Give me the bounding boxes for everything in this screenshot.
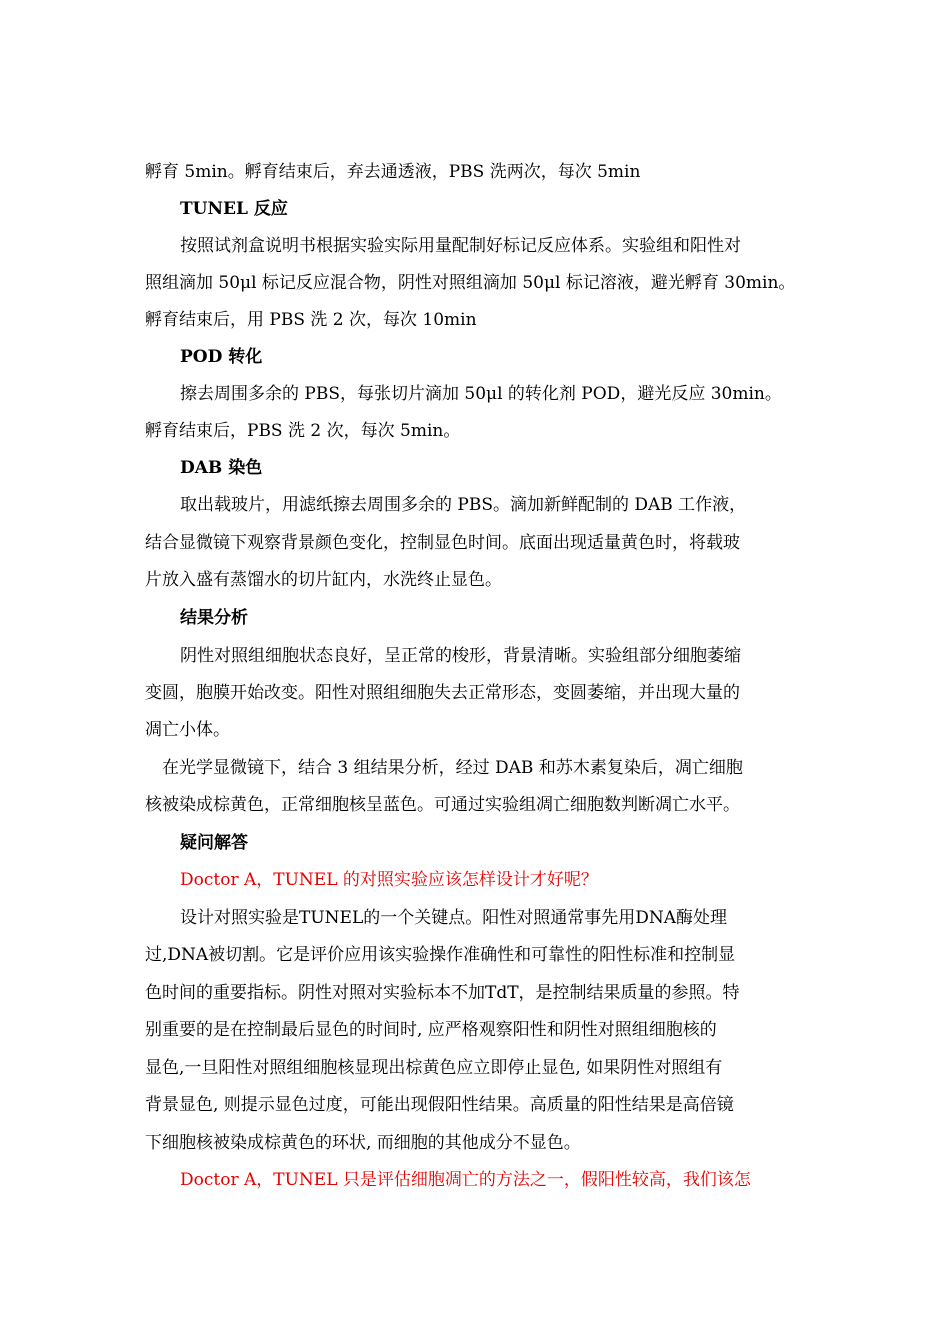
section-heading-tunel: TUNEL 反应 [180, 199, 288, 219]
section-heading-dab: DAB 染色 [180, 458, 263, 478]
paragraph-line: 孵育 5min。孵育结束后，弃去通透液，PBS 洗两次，每次 5min [145, 162, 641, 182]
paragraph-line: 照组滴加 50μl 标记反应混合物，阴性对照组滴加 50μl 标记溶液，避光孵育 30min。 [145, 273, 796, 293]
paragraph-line: 按照试剂盒说明书根据实验实际用量配制好标记反应体系。实验组和阳性对 [180, 236, 741, 256]
paragraph-line: 核被染成棕黄色，正常细胞核呈蓝色。可通过实验组凋亡细胞数判断凋亡水平。 [145, 795, 740, 815]
paragraph-line: 凋亡小体。 [145, 720, 230, 740]
paragraph-line: 过,DNA被切割。它是评价应用该实验操作准确性和可靠性的阳性标准和控制显 [145, 945, 736, 965]
paragraph-line: 孵育结束后，用 PBS 洗 2 次，每次 10min [145, 310, 477, 330]
paragraph-line: 色时间的重要指标。阴性对照对实验标本不加TdT，是控制结果质量的参照。特 [145, 983, 740, 1003]
paragraph-line: 在光学显微镜下，结合 3 组结果分析，经过 DAB 和苏木素复染后，凋亡细胞 [162, 758, 743, 778]
question-line: Doctor A，TUNEL 的对照实验应该怎样设计才好呢？ [180, 870, 598, 890]
paragraph-line: 设计对照实验是TUNEL的一个关键点。阳性对照通常事先用DNA酶处理 [180, 908, 728, 928]
paragraph-line: 阴性对照组细胞状态良好，呈正常的梭形，背景清晰。实验组部分细胞萎缩 [180, 646, 741, 666]
section-heading-qa: 疑问解答 [180, 833, 248, 853]
paragraph-line: 显色,一旦阳性对照组细胞核显现出棕黄色应立即停止显色, 如果阴性对照组有 [145, 1058, 723, 1078]
paragraph-line: 擦去周围多余的 PBS，每张切片滴加 50μl 的转化剂 POD，避光反应 30min。 [180, 384, 782, 404]
paragraph-line: 结合显微镜下观察背景颜色变化，控制显色时间。底面出现适量黄色时，将载玻 [145, 533, 740, 553]
paragraph-line: 背景显色, 则提示显色过度，可能出现假阳性结果。高质量的阳性结果是高倍镜 [145, 1095, 734, 1115]
paragraph-line: 下细胞核被染成棕黄色的环状, 而细胞的其他成分不显色。 [145, 1133, 581, 1153]
section-heading-pod: POD 转化 [180, 347, 263, 367]
paragraph-line: 变圆，胞膜开始改变。阳性对照组细胞失去正常形态，变圆萎缩，并出现大量的 [145, 683, 740, 703]
paragraph-line: 片放入盛有蒸馏水的切片缸内，水洗终止显色。 [145, 570, 502, 590]
section-heading-results: 结果分析 [180, 608, 248, 628]
paragraph-line: 别重要的是在控制最后显色的时间时, 应严格观察阳性和阴性对照组细胞核的 [145, 1020, 717, 1040]
paragraph-line: 孵育结束后，PBS 洗 2 次，每次 5min。 [145, 421, 461, 441]
question-line: Doctor A，TUNEL 只是评估细胞凋亡的方法之一，假阳性较高，我们该怎 [180, 1170, 751, 1190]
paragraph-line: 取出载玻片，用滤纸擦去周围多余的 PBS。滴加新鲜配制的 DAB 工作液， [180, 495, 747, 515]
